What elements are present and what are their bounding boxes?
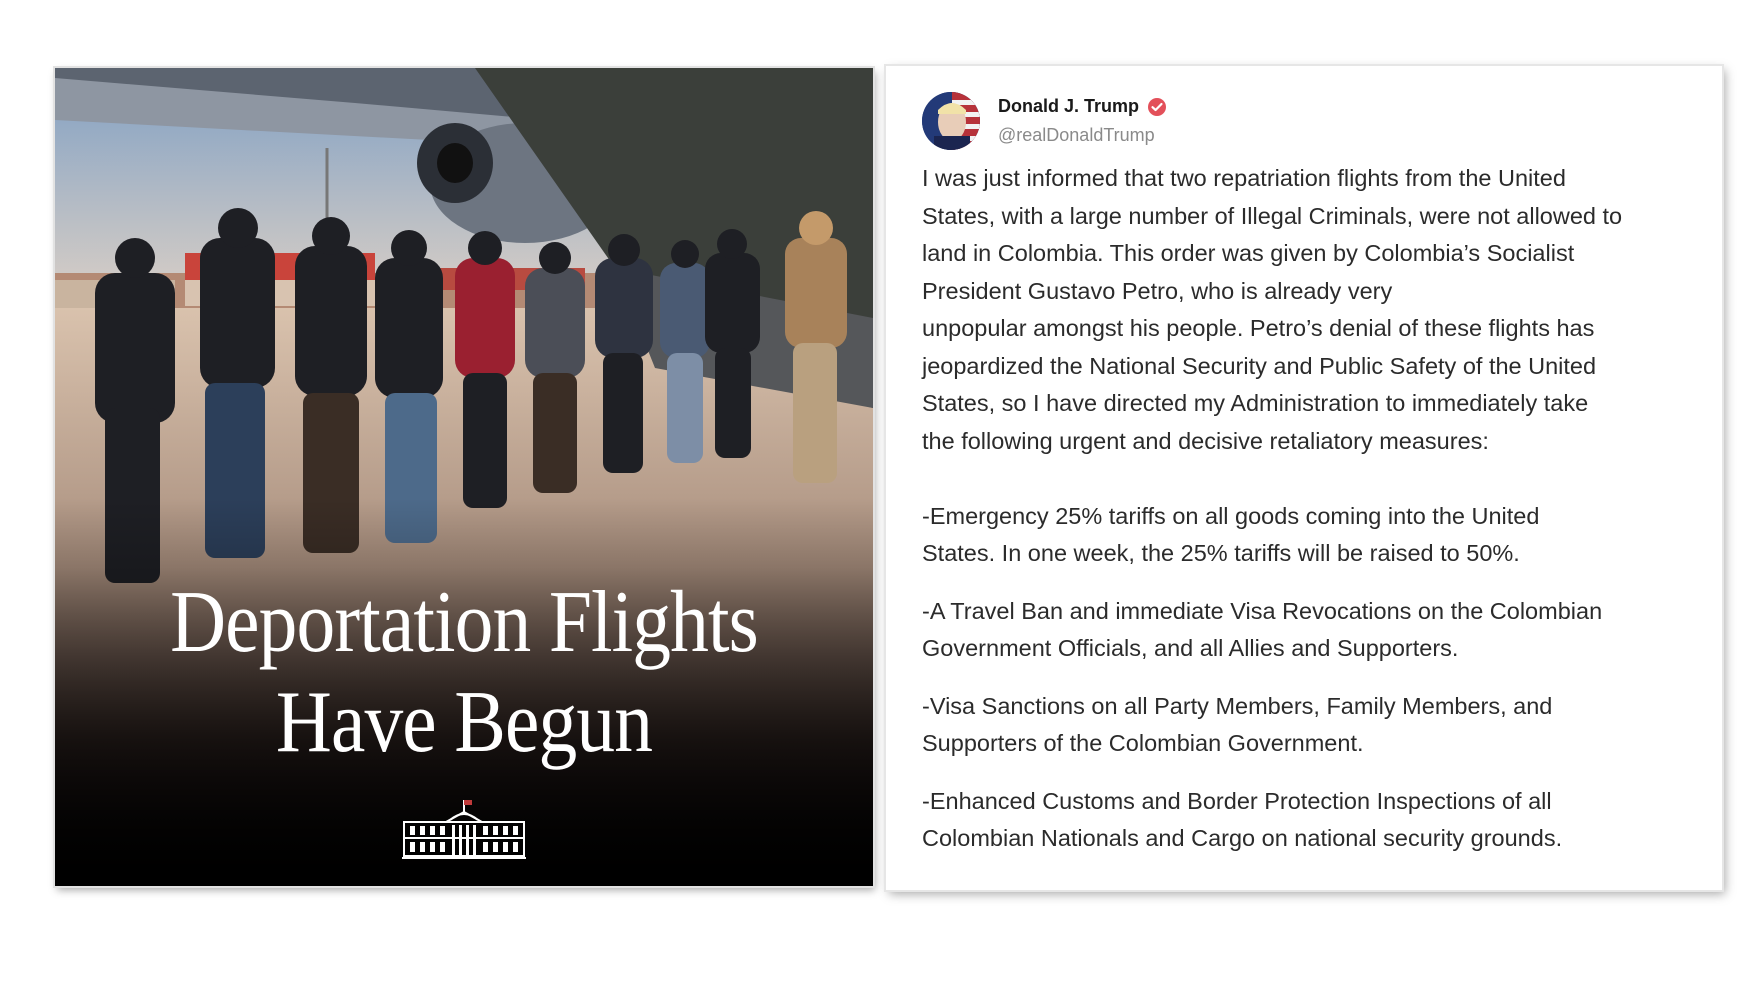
intro-line: unpopular amongst his people. Petro’s denial of these flights has — [922, 315, 1595, 341]
social-post — [886, 66, 1722, 890]
intro-line: States, so I have directed my Administration to immediately take — [922, 390, 1589, 416]
avatar[interactable] — [922, 92, 980, 150]
measure-travel-ban-line: Government Officials, and all Allies and Supporters. — [922, 635, 1459, 661]
deportation-poster — [55, 68, 873, 886]
measure-tariffs-line: -Emergency 25% tariffs on all goods coming into the United — [922, 502, 1540, 529]
poster-headline — [104, 573, 824, 773]
measure-travel-ban-line: -A Travel Ban and immediate Visa Revocations on the Colombian — [922, 597, 1603, 624]
author-row — [998, 96, 1167, 117]
measure-visa-sanctions-line: -Visa Sanctions on all Party Members, Family Members, and — [922, 692, 1553, 719]
headline-line-2: Have Begun — [275, 674, 653, 771]
white-house-logo — [400, 798, 528, 862]
headline-line-1: Deportation Flights — [170, 574, 758, 671]
measure-tariffs-line: States. In one week, the 25% tariffs will be raised to 50%. — [922, 540, 1520, 566]
intro-line: the following urgent and decisive retaliatory measures: — [922, 427, 1489, 454]
intro-line: President Gustavo Petro, who is already very — [922, 277, 1393, 304]
intro-line: land in Colombia. This order was given by Colombia’s Socialist — [922, 240, 1575, 266]
intro-line: States, with a large number of Illegal Criminals, were not allowed to — [922, 202, 1623, 229]
intro-line: jeopardized the National Security and Public Safety of the United — [922, 352, 1597, 379]
measure-inspections-line: Colombian Nationals and Cargo on national security grounds. — [922, 825, 1563, 851]
post-body — [922, 160, 1712, 858]
author-handle[interactable]: @realDonaldTrump — [998, 125, 1155, 145]
intro-line: I was just informed that two repatriation flights from the United — [922, 165, 1566, 191]
verified-badge-icon — [1147, 97, 1167, 117]
measure-visa-sanctions-line: Supporters of the Colombian Government. — [922, 730, 1364, 756]
measure-inspections-line: -Enhanced Customs and Border Protection Inspections of all — [922, 787, 1552, 814]
author-name[interactable]: Donald J. Trump — [998, 96, 1140, 116]
